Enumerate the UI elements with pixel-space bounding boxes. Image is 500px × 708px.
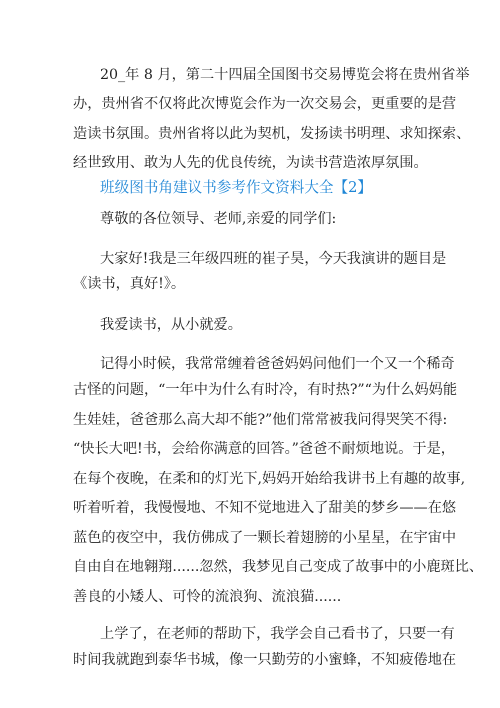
text-line: 古怪的问题，“一年中为什么有时冷，有时热?”“为什么妈妈能 bbox=[73, 382, 458, 398]
text-line: 造读书氛围。贵州省将以此为契机，发扬读书明理、求知探索、 bbox=[73, 125, 471, 142]
text-line: 办，贵州省不仅将此次博览会作为一次交易会，更重要的是营 bbox=[73, 96, 457, 112]
text-line: 蓝色的夜空中，我仿佛成了一颗长着翅膀的小星星，在宇宙中 bbox=[73, 529, 457, 546]
paragraph-intro-first bbox=[100, 61, 470, 91]
text-line: 我爱读书，从小就爱。 bbox=[100, 317, 242, 333]
text-line: 自由自在地翱翔......忽然，我梦见自己变成了故事中的小鹿斑比、 bbox=[73, 559, 484, 575]
text-line: 上学了，在老师的帮助下，我学会自己看书了，只要一有 bbox=[100, 626, 455, 642]
text-line: 生娃娃，爸爸那么高大却不能?”他们常常被我问得哭笑不得: bbox=[73, 411, 448, 428]
text-line: 《读书，真好!》。 bbox=[73, 276, 186, 292]
text-line: 在每个夜晚，在柔和的灯光下,妈妈开始给我讲书上有趣的故事, bbox=[73, 470, 466, 487]
text-line: 听着听着，我慢慢地、不知不觉地进入了甜美的梦乡——在悠 bbox=[73, 500, 457, 516]
paragraph-love-reading bbox=[100, 311, 460, 341]
section-heading: 班级图书角建议书参考作文资料大全【2】 bbox=[100, 179, 372, 196]
text-line: 善良的小矮人、可怜的流浪狗、流浪猫...... bbox=[73, 588, 342, 605]
text-line: 大家好!我是三年级四班的崔子昊，今天我演讲的题目是 bbox=[100, 251, 447, 267]
greeting bbox=[100, 205, 460, 235]
text-line: 时间我就跑到泰华书城，像一只勤劳的小蜜蜂，不知疲倦地在 bbox=[73, 652, 457, 668]
paragraph-intro-rest bbox=[73, 90, 471, 179]
paragraph-childhood-rest bbox=[73, 376, 484, 612]
paragraph-self-intro-rest bbox=[73, 270, 433, 300]
text-line: 20_年 8 月，第二十四届全国图书交易博览会将在贵州省举 bbox=[100, 67, 470, 83]
text-line: 尊敬的各位领导、老师,亲爱的同学们: bbox=[100, 211, 337, 227]
text-line: 经世致用、敢为人先的优良传统，为读书营造浓厚氛围。 bbox=[73, 155, 428, 171]
text-line: 记得小时候，我常常缠着爸爸妈妈问他们一个又一个稀奇 bbox=[100, 356, 455, 372]
paragraph-school-rest bbox=[73, 646, 457, 676]
text-line: “快长大吧!书，会给你满意的回答。”爸爸不耐烦地说。于是， bbox=[73, 441, 455, 457]
